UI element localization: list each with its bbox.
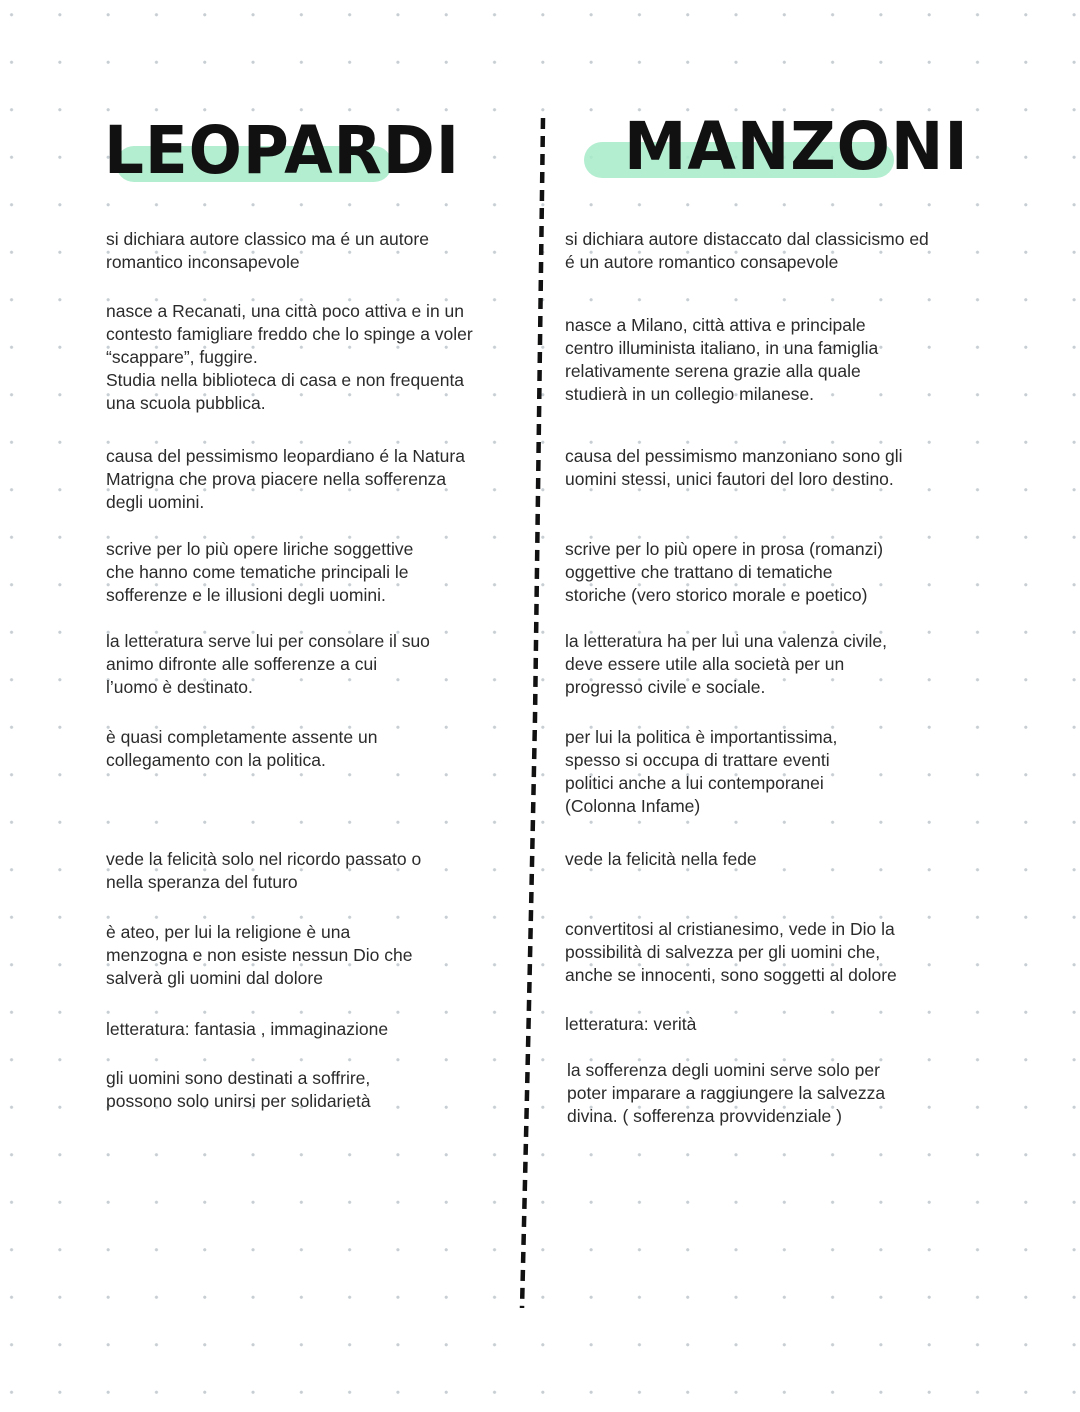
- leopardi-entry-birth: nasce a Recanati, una città poco attiva e in un contesto famigliare freddo che lo spinge a voler “scappare”, fuggire. Studia nella biblioteca di casa e non frequenta una scuola pubblica.: [106, 301, 473, 413]
- leopardi-entry-suffering: gli uomini sono destinati a soffrire, possono solo unirsi per solidarietà: [106, 1068, 371, 1111]
- manzoni-entry-politics: per lui la politica è importantissima, spesso si occupa di trattare eventi politici anche a lui contemporanei (Colonna Infame): [565, 727, 838, 816]
- manzoni-title: MANZONI: [624, 108, 969, 185]
- manzoni-entry-suffering: la sofferenza degli uomini serve solo per poter imparare a raggiungere la salvezza divina. ( sofferenza provvidenziale ): [567, 1060, 886, 1126]
- manzoni-entry-pessimism: causa del pessimismo manzoniano sono gli uomini stessi, unici fautori del loro destino.: [565, 446, 903, 489]
- manzoni-entry-birth: nasce a Milano, città attiva e principale centro illuminista italiano, in una famiglia relativamente serena grazie alla quale studierà in un collegio milanese.: [565, 315, 879, 404]
- manzoni-entry-classicism: si dichiara autore distaccato dal classicismo ed é un autore romantico consapevole: [565, 229, 929, 272]
- leopardi-title: LEOPARDI: [104, 112, 461, 189]
- manzoni-entry-works: scrive per lo più opere in prosa (romanzi) oggettive che trattano di tematiche storiche (vero storico morale e poetico): [565, 539, 884, 605]
- manzoni-entry-religion: convertitosi al cristianesimo, vede in Dio la possibilità di salvezza per gli uomini che, anche se innocenti, sono soggetti al dolore: [565, 919, 897, 985]
- manzoni-entry-literature: letteratura: verità: [565, 1014, 697, 1034]
- leopardi-entry-works: scrive per lo più opere liriche soggettive che hanno come tematiche principali le sofferenze e le illusioni degli uomini.: [106, 539, 414, 605]
- leopardi-entry-religion: è ateo, per lui la religione è una menzogna e non esiste nessun Dio che salverà gli uomini dal dolore: [106, 922, 413, 988]
- leopardi-entry-politics: è quasi completamente assente un collegamento con la politica.: [106, 727, 378, 770]
- manzoni-entry-literature-role: la letteratura ha per lui una valenza civile, deve essere utile alla società per un progresso civile e sociale.: [565, 631, 887, 697]
- dashed-divider: [517, 118, 547, 1308]
- leopardi-entry-pessimism: causa del pessimismo leopardiano é la Natura Matrigna che prova piacere nella sofferenza degli uomini.: [106, 446, 465, 512]
- leopardi-entry-literature: letteratura: fantasia , immaginazione: [106, 1019, 389, 1039]
- leopardi-entry-classicism: si dichiara autore classico ma é un autore romantico inconsapevole: [106, 229, 429, 272]
- leopardi-entry-literature-role: la letteratura serve lui per consolare il suo animo difronte alle sofferenze a cui l’uomo è destinato.: [106, 631, 430, 697]
- manzoni-entry-happiness: vede la felicità nella fede: [565, 849, 757, 869]
- leopardi-entry-happiness: vede la felicità solo nel ricordo passato o nella speranza del futuro: [106, 849, 422, 892]
